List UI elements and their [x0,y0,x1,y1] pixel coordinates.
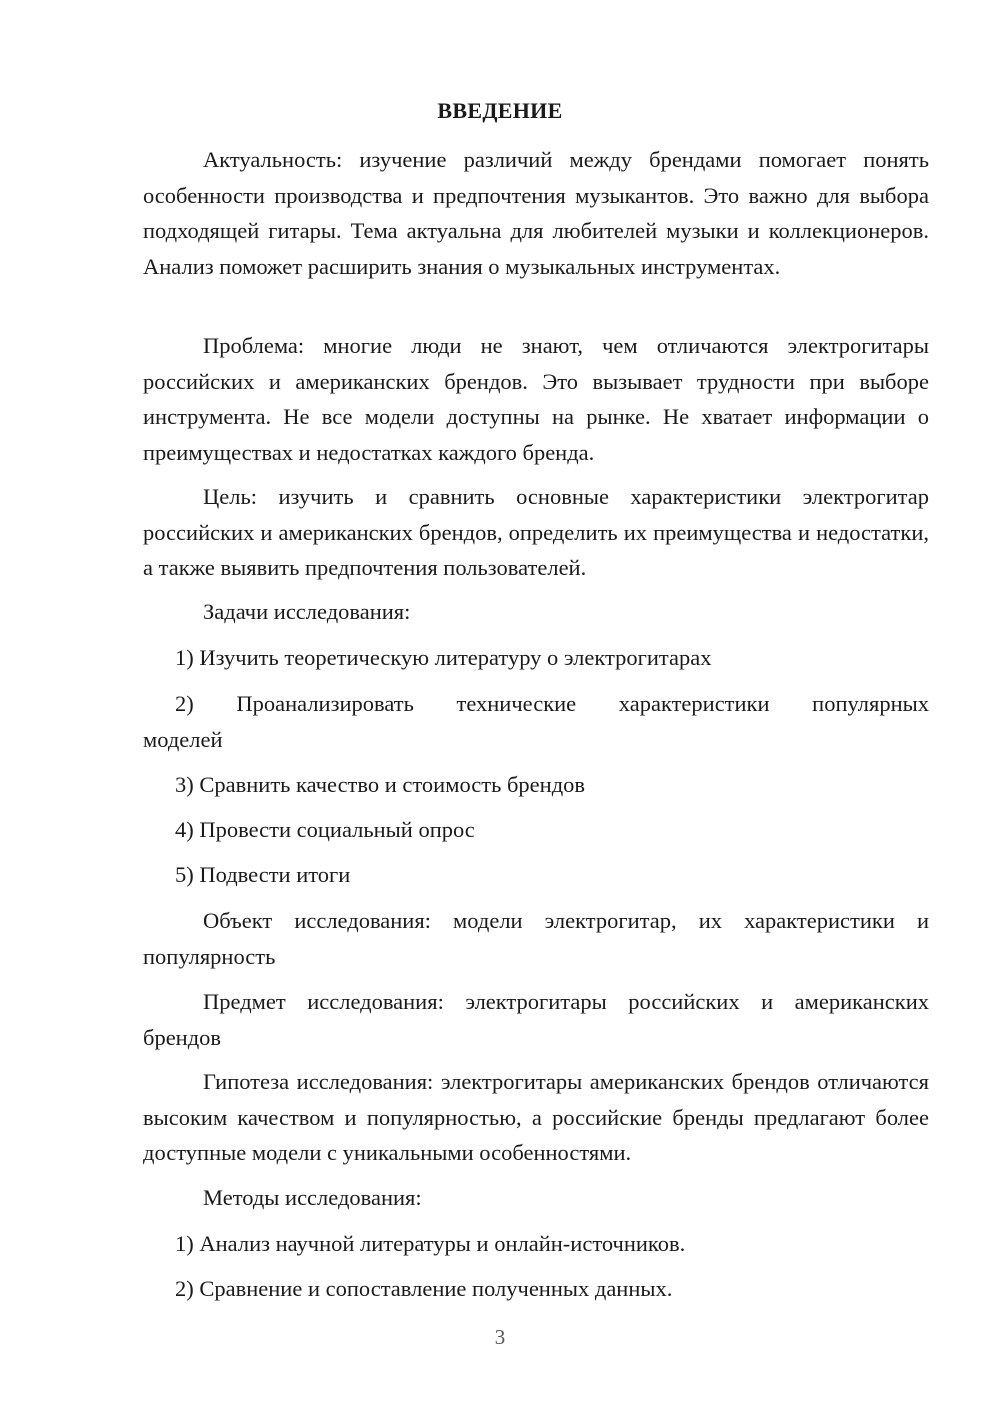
hypothesis-paragraph [143,1064,929,1171]
task-text: 3) Сравнить качество и стоимость брендов [175,772,586,797]
task-text: 5) Подвести итоги [175,862,351,887]
subject-text: Предмет исследования: электрогитары российских и американских брендов [143,989,929,1050]
methods-heading: Методы исследования: [203,1185,422,1210]
page-number: 3 [494,1325,506,1349]
method-item-1 [143,1226,929,1262]
task-item-2 [143,686,929,757]
object-paragraph [143,903,929,974]
task-item-1 [143,640,929,676]
method-text: 2) Сравнение и сопоставление полученных данных. [175,1276,673,1301]
goal-text: Цель: изучить и сравнить основные характеристики электрогитар российских и американских брендов, определить их преимущества и недостатки, а также выявить предпочтения пользователей. [143,484,929,580]
section-title: ВВЕДЕНИЕ [437,98,563,123]
task-text-continued: моделей [143,726,223,752]
method-text: 1) Анализ научной литературы и онлайн-источников. [175,1231,686,1256]
subject-paragraph [143,984,929,1055]
task-item-3 [143,767,929,803]
goal-paragraph [143,479,929,586]
task-item-5 [143,857,929,893]
task-item-4 [143,812,929,848]
task-text: 4) Провести социальный опрос [175,817,475,842]
hypothesis-text: Гипотеза исследования: электрогитары американских брендов отличаются высоким качеством и популярностью, а российские бренды предлагают более доступные модели с уникальными особенностями. [143,1069,929,1165]
relevance-text: Актуальность: изучение различий между брендами помогает понять особенности производства и предпочтения музыкантов. Это важно для выбора подходящей гитары. Тема актуальна для любителей музыки и коллекционеров. Анализ поможет расширить знания о музыкальных инструментах. [143,147,929,279]
problem-paragraph [143,328,929,470]
task-text: 1) Изучить теоретическую литературу о электрогитарах [175,645,712,670]
task-text: 2) Проанализировать технические характеристики популярных [175,691,929,716]
object-text: Объект исследования: модели электрогитар, их характеристики и популярность [143,908,929,969]
problem-text: Проблема: многие люди не знают, чем отличаются электрогитары российских и американских брендов. Это вызывает трудности при выборе инструмента. Не все модели доступны на рынке. Не хватает информации о преимуществах и недостатках каждого бренда. [143,333,929,465]
methods-heading-block [143,1180,929,1216]
relevance-paragraph [143,142,929,284]
method-item-2 [143,1271,929,1307]
tasks-heading: Задачи исследования: [203,599,411,624]
tasks-heading-block [143,594,929,630]
